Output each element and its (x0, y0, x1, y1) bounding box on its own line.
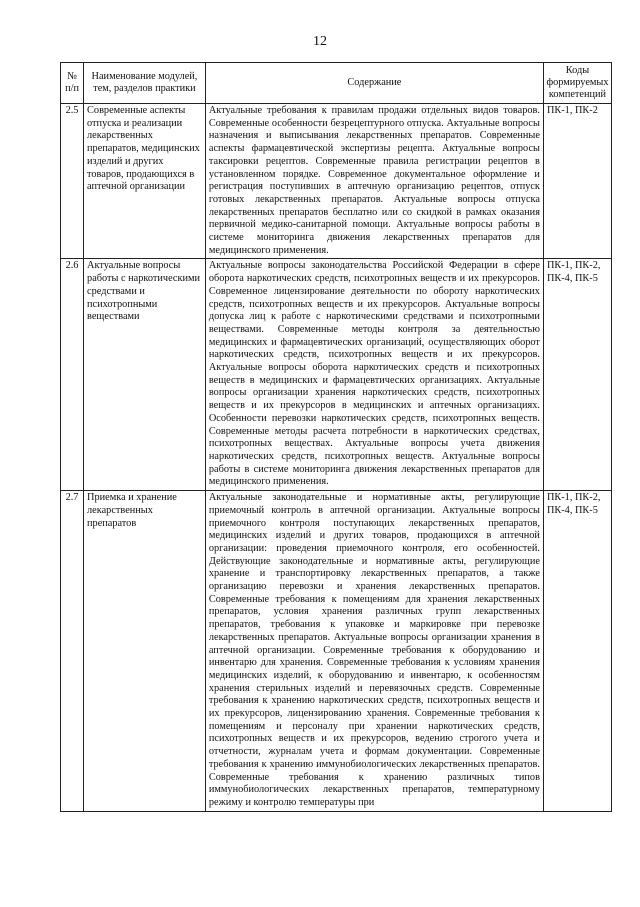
header-codes: Коды формируемых компетенций (543, 63, 611, 104)
row-num: 2.6 (61, 259, 84, 491)
table-row (61, 259, 612, 491)
row-codes: ПК-1, ПК-2 (543, 104, 611, 259)
row-name: Современные аспекты отпуска и реализации лекарственных препаратов, медицинских изделий и других товаров, продающихся в аптечной организации (84, 104, 206, 259)
header-num: № п/п (61, 63, 84, 104)
row-content: Актуальные законодательные и нормативные акты, регулирующие приемочный контроль в аптечной организации. Актуальные вопросы приемочного контроля поступающих лекарственных препаратов, медицинских изделий и других товаров, продающихся в аптечной организации: проведения приемочного контроля, его особенностей. Действующие законодательные и нормативные акты, регулирующие хранение и транспортировку лекарственных препаратов, а также организацию перевозки и хранения лекарственных препаратов. Современные требования к помещениям для хранения лекарственных препаратов, условия хранения различных групп лекарственных препаратов, требования к упаковке и маркировке при перевозке лекарственных препаратов. Актуальные вопросы организации хранения в аптечной организации. Современные требования к оборудованию и инвентарю для хранения. Современные требования к условиям хранения медицинских изделий, к оборудованию и инвентарю, к особенностям хранения стерильных изделий и перевязочных средств. Современные требования к хранению наркотических средств, психотропных веществ и их прекурсоров, лицензированию хранения. Современные требования к помещениям и персоналу при хранении наркотических средств, психотропных веществ и их прекурсоров, ведению строгого учета и отчетности, журналам учета и формам документации. Современные требования к хранению иммунобиологических лекарственных препаратов. Современные требования к хранению различных типов иммунобиологических лекарственных препаратов, температурному режиму и контролю температуры при (205, 491, 543, 812)
table-header-row (61, 63, 612, 104)
page-number: 12 (313, 34, 327, 49)
header-name: Наименование модулей, тем, разделов практики (84, 63, 206, 104)
row-name: Актуальные вопросы работы с наркотическими средствами и психотропными веществами (84, 259, 206, 491)
row-num: 2.5 (61, 104, 84, 259)
row-codes: ПК-1, ПК-2, ПК-4, ПК-5 (543, 259, 611, 491)
header-content: Содержание (205, 63, 543, 104)
table-row (61, 104, 612, 259)
row-name: Приемка и хранение лекарственных препаратов (84, 491, 206, 812)
curriculum-table (60, 62, 612, 812)
row-num: 2.7 (61, 491, 84, 812)
row-content: Актуальные требования к правилам продажи отдельных видов товаров. Современные особенности безрецептурного отпуска. Актуальные вопросы назначения и выписывания лекарственных препаратов. Современные аспекты фармацевтической экспертизы рецепта. Актуальные вопросы таксировки рецептов. Современные правила регистрации рецептов в установленном порядке. Современное документальное оформление и регистрация поступивших в аптечную организацию рецептов, отпуск готовых лекарственных препаратов. Актуальные вопросы отпуска лекарственных препаратов бесплатно или со скидкой в рамках оказания первичной медико-санитарной помощи. Актуальные вопросы работы в системе мониторинга движения лекарственных препаратов для медицинского применения. (205, 104, 543, 259)
row-content: Актуальные вопросы законодательства Российской Федерации в сфере оборота наркотических средств, психотропных веществ и их прекурсоров. Современное лицензирование деятельности по обороту наркотических средств, психотропных веществ и их прекурсоров. Актуальные вопросы допуска лиц к работе с наркотическими средствами и психотропными веществами. Современные методы контроля за деятельностью медицинских и фармацевтических организаций, осуществляющих оборот наркотических средств, психотропных веществ и их прекурсоров. Актуальные вопросы оборота наркотических средств и психотропных веществ в медицинских и фармацевтических организациях. Актуальные вопросы организации хранения наркотических средств, психотропных веществ и их прекурсоров в медицинских и аптечных организациях. Особенности перевозки наркотических средств, психотропных веществ. Современные методы расчета потребности в наркотических средствах, психотропных веществах. Актуальные вопросы учета движения наркотических средств, психотропных веществ. Актуальные вопросы работы в системе мониторинга движения лекарственных препаратов для медицинского применения. (205, 259, 543, 491)
row-codes: ПК-1, ПК-2, ПК-4, ПК-5 (543, 491, 611, 812)
table-row (61, 491, 612, 812)
